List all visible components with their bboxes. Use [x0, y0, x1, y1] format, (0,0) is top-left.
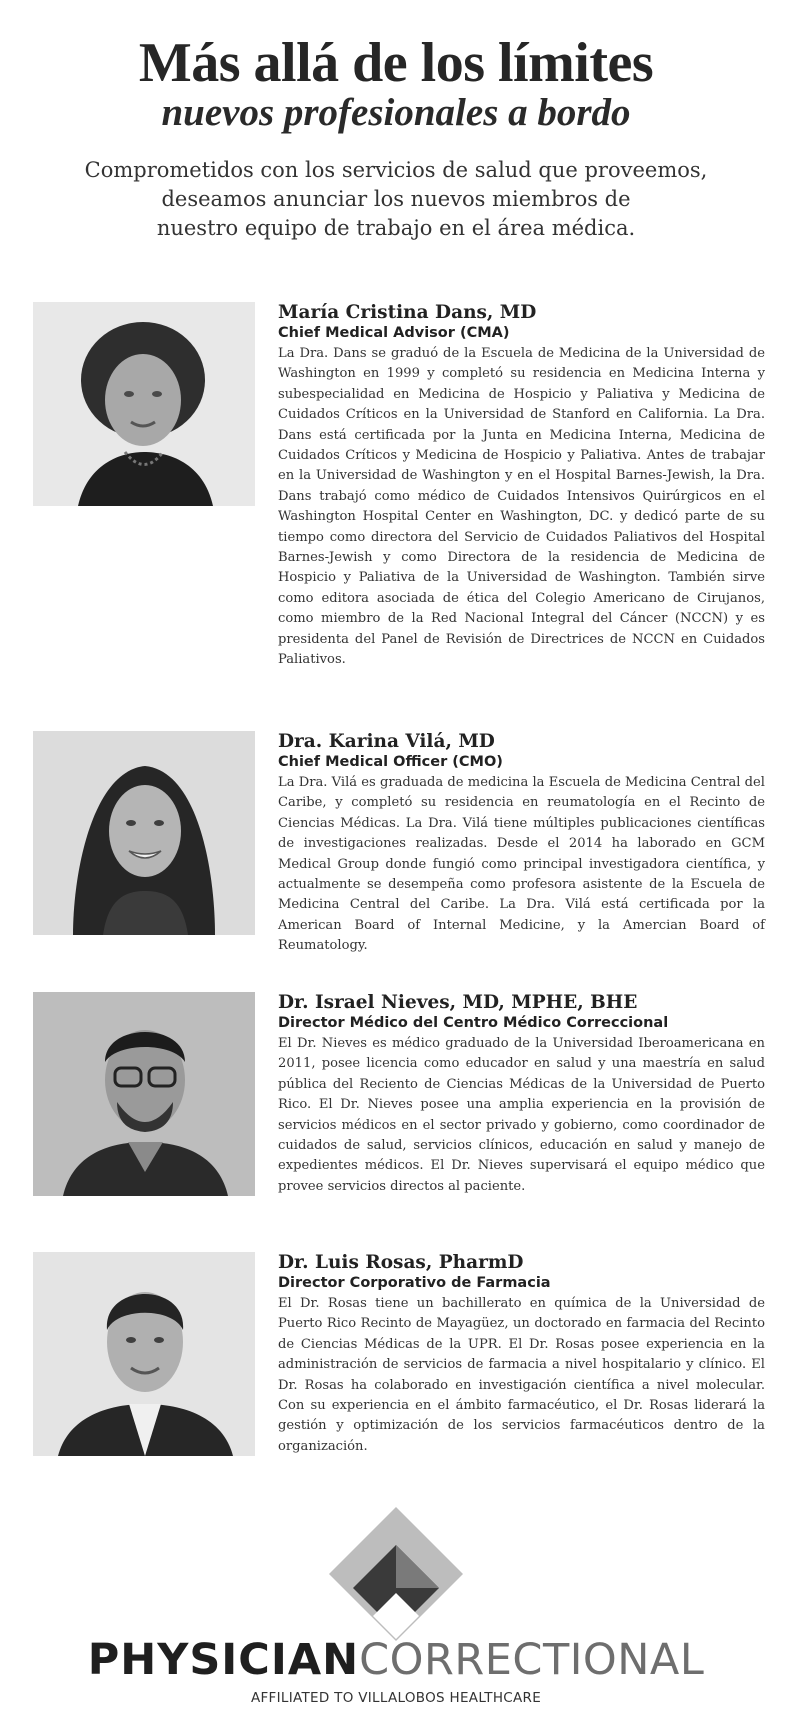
logo-wordmark [0, 1635, 792, 1685]
header [0, 0, 792, 243]
company-logo [0, 1505, 792, 1715]
profile-role: Director Corporativo de Farmacia [278, 1275, 551, 1291]
profile-bio: El Dr. Rosas tiene un bachillerato en química de la Universidad de Puerto Rico Recinto de Mayagüez, un doctorado en farmacia del Recinto de Ciencias Médicas de la UPR. El Dr. Rosas posee experiencia en la administración de servicios de farmacia a nivel hospitalario y clínico. El Dr. Rosas ha colaborado en investigación científica a nivel molecular. Con su experiencia en el ámbito farmacéutico, el Dr. Rosas liderará la gestión y optimización de los servicios farmacéuticos dentro de la organización. [278, 1296, 765, 1454]
profile-photo [33, 302, 255, 506]
profile-role: Chief Medical Officer (CMO) [278, 754, 503, 770]
intro-line: Comprometidos con los servicios de salud que proveemos, [84, 158, 708, 182]
diamond-logo-icon [327, 1505, 465, 1643]
profile-name: Dra. Karina Vilá, MD [278, 731, 495, 752]
profile-photo [33, 992, 255, 1196]
intro-line: deseamos anunciar los nuevos miembros de [161, 187, 631, 211]
profile-name: Dr. Israel Nieves, MD, MPHE, BHE [278, 992, 638, 1013]
logo-word-bold: PHYSICIAN [87, 1635, 360, 1685]
profile-bio: La Dra. Vilá es graduada de medicina la Escuela de Medicina Central del Caribe, y completó su residencia en reumatología en el Recinto de Ciencias Médicas. La Dra. Vilá tiene múltiples publicaciones científicas de investigaciones realizadas. Desde el 2014 ha laborado en GCM Medical Group donde fungió como principal investigadora científica, y actualmente se desempeña como profesora asistente de la Escuela de Medicina Central del Caribe. La Dra. Vilá está certificada por la American Board of Internal Medicine, y la Amercian Board of Reumatology. [278, 775, 765, 954]
page-title: Más allá de los límites [138, 32, 654, 94]
logo-tagline: AFFILIATED TO VILLALOBOS HEALTHCARE [250, 1690, 542, 1706]
profile-bio: El Dr. Nieves es médico graduado de la Universidad Iberoamericana en 2011, posee licencia como educador en salud y una maestría en salud pública del Reciento de Ciencias Médicas de la Universidad de Puerto Rico. El Dr. Nieves posee una amplia experiencia en la provisión de servicios médicos en el sector privado y gobierno, como coordinador de cuidados de salud, servicios clínicos, educación en salud y manejo de expedientes médicos. El Dr. Nieves supervisará el equipo médico que provee servicios directos al paciente. [278, 1036, 765, 1194]
page-subtitle: nuevos profesionales a bordo [161, 91, 631, 134]
intro-line: nuestro equipo de trabajo en el área médica. [156, 216, 636, 240]
profile-name: María Cristina Dans, MD [278, 302, 537, 323]
profile-photo [33, 731, 255, 935]
intro-text [46, 156, 746, 243]
profile-photo [33, 1252, 255, 1456]
profile-name: Dr. Luis Rosas, PharmD [278, 1252, 524, 1273]
profile-bio: La Dra. Dans se graduó de la Escuela de Medicina de la Universidad de Washington en 1999 y completó su residencia en Medicina Interna y subespecialidad en Medicina de Hospicio y Paliativa y Medicina de Cuidados Críticos en la Universidad de Stanford en California. La Dra. Dans está certificada por la Junta en Medicina Interna, Medicina de Cuidados Críticos y Medicina de Hospicio y Paliativa. Antes de trabajar en la Universidad de Washington y en el Hospital Barnes-Jewish, la Dra. Dans trabajó como médico de Cuidados Intensivos Quirúrgicos en el Washington Hospital Center en Washington, DC. y dedicó parte de su tiempo como directora del Servicio de Cuidados Paliativos del Hospital Barnes-Jewish y como Directora de la residencia de Medicina de Hospicio y Paliativa de la Universidad de Washington. También sirve como editora asociada de ética del Colegio Americano de Cirujanos, como miembro de la Red Nacional Integral del Cáncer (NCCN) y es presidenta del Panel de Revisión de Directrices de NCCN en Cuidados Paliativos. [278, 346, 765, 668]
logo-word-light: CORRECTIONAL [359, 1635, 705, 1685]
profile-role: Chief Medical Advisor (CMA) [278, 325, 510, 341]
profile-role: Director Médico del Centro Médico Correccional [278, 1015, 669, 1031]
